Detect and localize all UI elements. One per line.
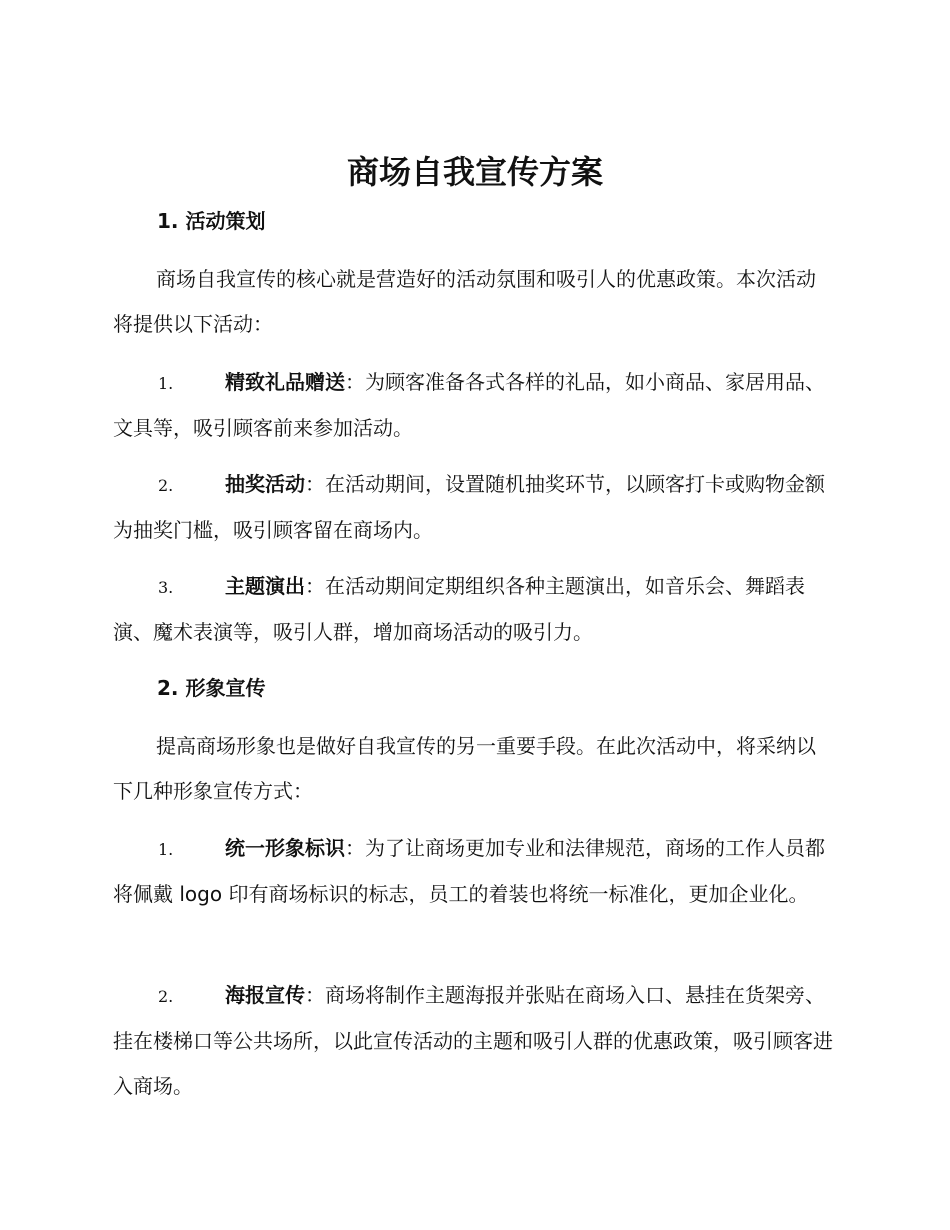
list-item-keyword: 海报宣传 [225,983,305,1007]
list-item-number: 1. [158,840,174,859]
list-item [113,564,835,655]
document-title: 商场自我宣传方案 [346,153,603,191]
section-intro-activity-planning: 商场自我宣传的核心就是营造好的活动氛围和吸引人的优惠政策。本次活动将提供以下活动： [113,267,816,336]
list-item-text: ：为了让商场更加专业和法律规范，商场的工作人员都将佩戴 logo 印有商场标识的标志，员工的着装也将统一标准化，更加企业化。 [113,836,825,906]
list-item-number: 2. [158,476,174,495]
list-item-keyword: 主题演出 [225,574,305,598]
section-heading-activity-planning: 1. 活动策划 [157,209,266,233]
list-item [113,973,835,1109]
list-item-keyword: 统一形象标识 [225,836,345,860]
list-item-keyword: 精致礼品赠送 [225,370,345,394]
list-item-number: 1. [158,374,174,393]
list-item-text: ：为顾客准备各式各样的礼品，如小商品、家居用品、文具等，吸引顾客前来参加活动。 [113,370,825,440]
list-item [113,462,835,553]
list-item-number: 2. [158,987,174,1006]
list-item-number: 3. [158,578,174,597]
section-intro-image-promotion: 提高商场形象也是做好自我宣传的另一重要手段。在此次活动中，将采纳以下几种形象宣传方式： [113,734,816,803]
list-item-text: ：在活动期间定期组织各种主题演出，如音乐会、舞蹈表演、魔术表演等，吸引人群，增加商场活动的吸引力。 [113,574,805,644]
list-item-keyword: 抽奖活动 [225,472,305,496]
list-item [113,360,835,451]
list-item-text: ：商场将制作主题海报并张贴在商场入口、悬挂在货架旁、挂在楼梯口等公共场所，以此宣传活动的主题和吸引人群的优惠政策，吸引顾客进入商场。 [113,983,833,1098]
list-item-text: ：在活动期间，设置随机抽奖环节，以顾客打卡或购物金额为抽奖门槛，吸引顾客留在商场内。 [113,472,825,542]
section-heading-image-promotion: 2. 形象宣传 [157,676,266,700]
list-item [113,826,835,917]
